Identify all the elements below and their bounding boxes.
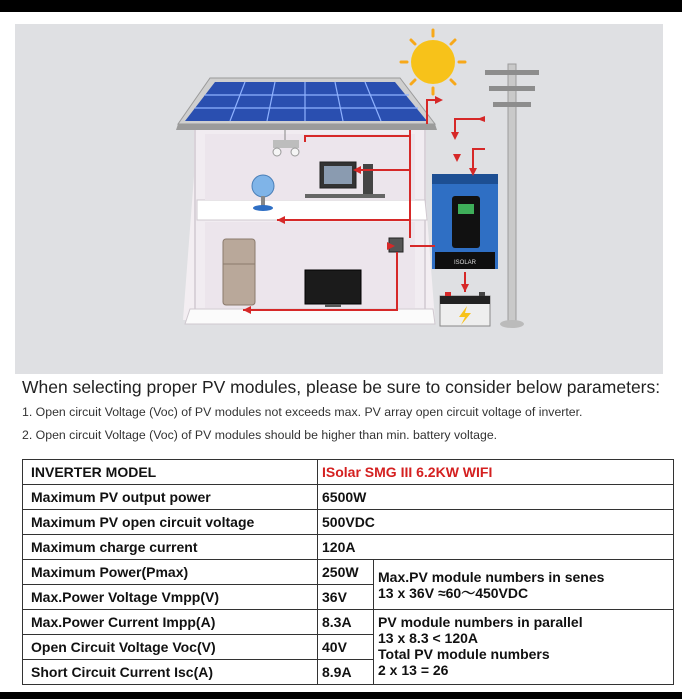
note-1: 1. Open circuit Voltage (Voc) of PV modules not exceeds max. PV array open circuit voltage of inverter.	[22, 405, 583, 419]
row-label: Open Circuit Voltage Voc(V)	[23, 635, 318, 660]
table-row	[23, 560, 674, 585]
table-row	[23, 535, 674, 560]
table-row	[23, 485, 674, 510]
table-row	[23, 510, 674, 535]
total-note-title: Total PV module numbers	[378, 646, 550, 662]
row-value: 250W	[318, 560, 374, 585]
bottom-border	[0, 692, 682, 699]
inverter-device	[432, 174, 498, 269]
battery-icon	[440, 292, 490, 326]
row-value: 8.9A	[318, 660, 374, 685]
series-note-formula: 13 x 36V ≈60～450VDC	[378, 584, 529, 601]
solar-panel-roof	[176, 78, 437, 130]
row-value: 36V	[318, 585, 374, 610]
note-2: 2. Open circuit Voltage (Voc) of PV modules should be higher than min. battery voltage.	[22, 428, 498, 442]
table-row	[23, 610, 674, 635]
row-value: 6500W	[318, 485, 674, 510]
parallel-note-title: PV module numbers in parallel	[378, 614, 583, 630]
row-value: 8.3A	[318, 610, 374, 635]
top-border	[0, 0, 682, 12]
parallel-note-formula: 13 x 8.3 < 120A	[378, 630, 479, 646]
solar-system-illustration	[15, 24, 663, 374]
row-label: Maximum PV open circuit voltage	[23, 510, 318, 535]
series-note	[374, 560, 674, 610]
row-label: Short Circuit Current Isc(A)	[23, 660, 318, 685]
inverter-model-label: INVERTER MODEL	[23, 460, 318, 485]
inverter-model-value: ISolar SMG III 6.2KW WIFI	[318, 460, 674, 485]
tv-icon	[305, 270, 361, 307]
inverter-spec-table	[22, 459, 674, 685]
row-label: Max.Power Voltage Vmpp(V)	[23, 585, 318, 610]
row-label: Maximum PV output power	[23, 485, 318, 510]
row-value: 120A	[318, 535, 674, 560]
parallel-note	[374, 610, 674, 685]
sun-icon	[401, 30, 465, 94]
refrigerator-icon	[223, 239, 255, 305]
total-note-formula: 2 x 13 = 26	[378, 662, 449, 678]
row-label: Maximum Power(Pmax)	[23, 560, 318, 585]
inverter-brand-label: ISOLAR	[453, 260, 477, 266]
row-value: 40V	[318, 635, 374, 660]
series-note-title: Max.PV module numbers in senes	[378, 568, 605, 585]
row-label: Max.Power Current Impp(A)	[23, 610, 318, 635]
row-label: Maximum charge current	[23, 535, 318, 560]
parameters-heading: When selecting proper PV modules, please be sure to consider below parameters:	[22, 377, 661, 397]
row-value: 500VDC	[318, 510, 674, 535]
table-row-header	[23, 460, 674, 485]
